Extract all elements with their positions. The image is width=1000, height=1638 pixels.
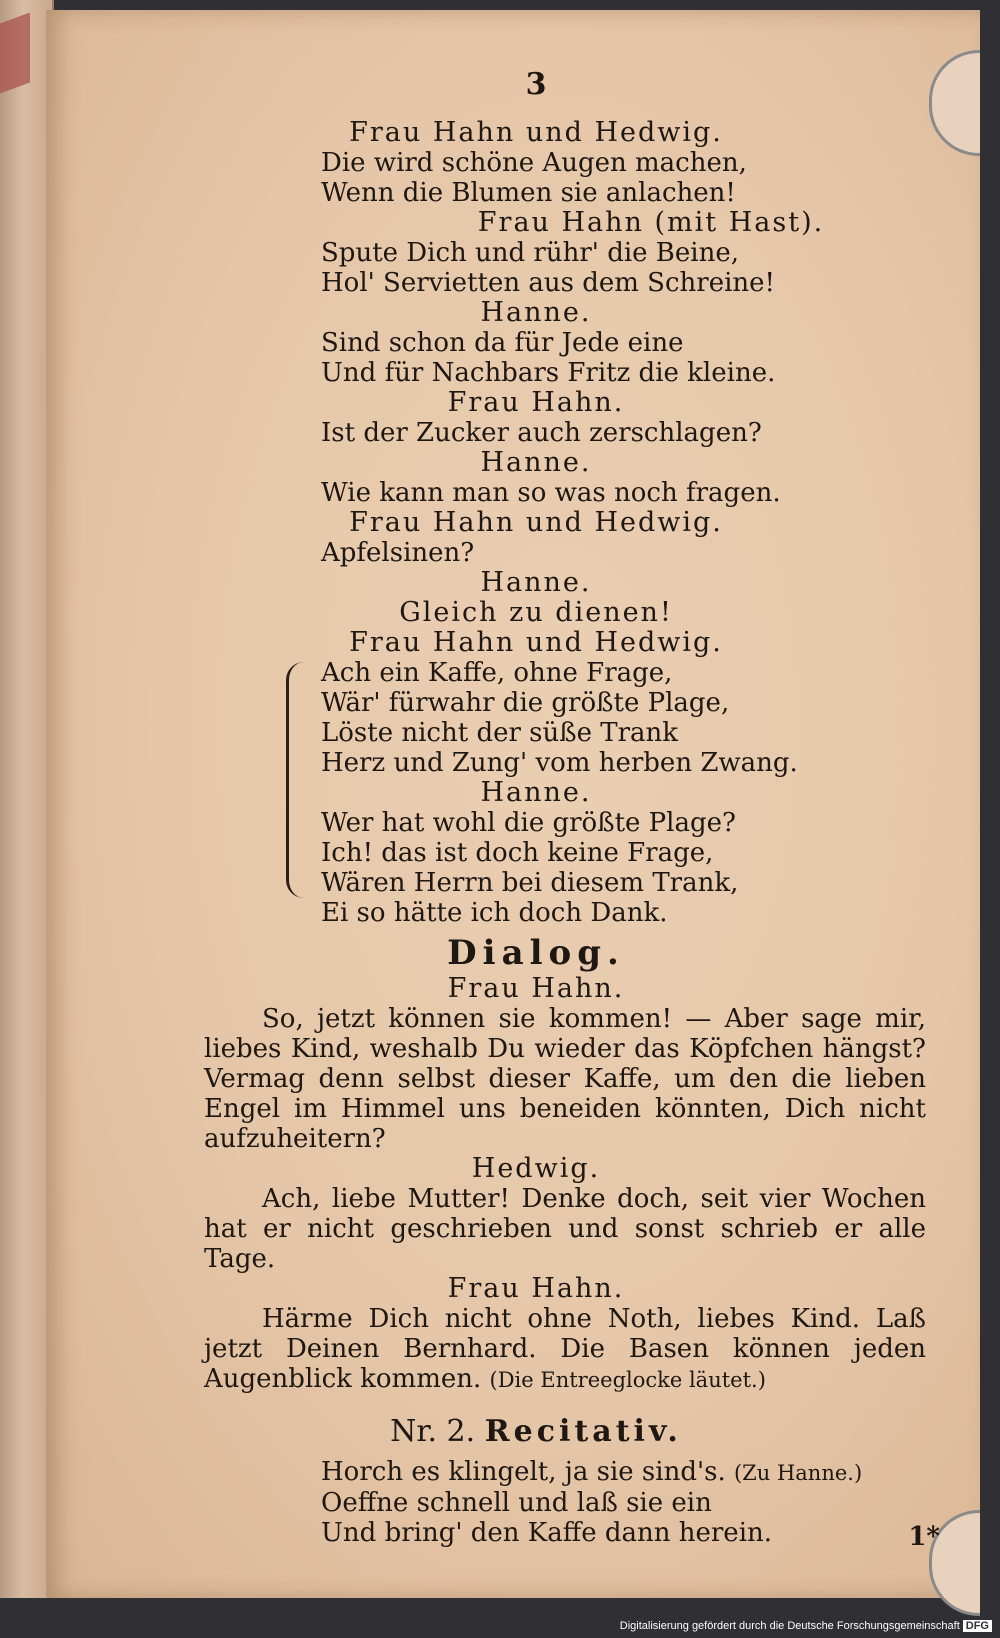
verse-line: Herz und Zung' vom herben Zwang. [321,748,798,778]
stage-direction: (Die Entreeglocke läutet.) [489,1368,766,1392]
verse-line: Ich! das ist doch keine Frage, [321,838,714,868]
verse-line: Apfelsinen? [321,538,475,568]
verse-line: Löste nicht der süße Trank [321,718,679,748]
speaker-line: Hanne. [480,777,592,808]
dialog-paragraph-text: Härme Dich nicht ohne Noth, liebes Kind. Laß jetzt Deinen Bernhard. Die Basen können jeden Augenblick kommen. [204,1304,926,1394]
credit-text: Digitalisierung gefördert durch die Deutsche Forschungsgemeinschaft [619,1620,960,1632]
speaker-line: Frau Hahn. [447,387,625,418]
verse-line: Ei so hätte ich doch Dank. [321,898,668,928]
speaker-line: Hanne. [480,297,592,328]
book-page [46,10,980,1598]
dialog-speaker: Frau Hahn. [447,1273,625,1304]
recitativ-line: Oeffne schnell und laß sie ein [321,1488,712,1518]
piece-title: Recitativ. [484,1414,682,1449]
stage-direction: (Zu Hanne.) [733,1461,863,1485]
verse-line: Ist der Zucker auch zerschlagen? [321,418,762,448]
speaker-line: Frau Hahn und Hedwig. [349,507,723,538]
recitativ-line [321,1457,926,1488]
dialog-speaker: Hedwig. [471,1153,601,1184]
verse-line: Und für Nachbars Fritz die kleine. [321,358,776,388]
recitativ-heading [146,1414,926,1449]
dialog-paragraph [146,1304,926,1395]
digitization-credit [620,1620,992,1632]
dialog-paragraph: Ach, liebe Mutter! Denke doch, seit vier Wochen hat er nicht geschrieben und sonst schrieb er alle Tage. [204,1184,926,1274]
dialog-heading: Dialog. [447,933,625,973]
thumb-tab-top [929,50,980,156]
signature-mark: 1* [908,1522,940,1552]
page-number: 3 [525,67,547,102]
verse-line: Ach ein Kaffe, ohne Frage, [321,658,673,688]
recitativ-text: Horch es klingelt, ja sie sind's. [321,1457,726,1487]
verse-line: Spute Dich und rühr' die Beine, [321,238,740,268]
speaker-line: Hanne. [480,567,592,598]
verse-line: Sind schon da für Jede eine [321,328,684,358]
recitativ-line: Und bring' den Kaffe dann herein. [321,1518,773,1548]
dialog-speaker: Frau Hahn. [447,973,625,1004]
verse-line: Die wird schöne Augen machen, [321,148,747,178]
verse-section [146,118,926,928]
dfg-logo: DFG [963,1620,992,1632]
verse-line: Wär' fürwahr die größte Plage, [321,688,730,718]
verse-line: Wie kann man so was noch fragen. [321,478,781,508]
speaker-line: Frau Hahn (mit Hast). [477,207,825,238]
text-column [146,67,926,1548]
speaker-line: Frau Hahn und Hedwig. [349,627,723,658]
piece-number: Nr. 2. [390,1414,476,1449]
speaker-line: Hanne. [480,447,592,478]
speaker-line: Frau Hahn und Hedwig. [349,117,723,148]
verse-line-centered: Gleich zu dienen! [399,597,673,628]
verse-line: Wenn die Blumen sie anlachen! [321,178,736,208]
dialog-section [146,974,926,1395]
verse-line: Wer hat wohl die größte Plage? [321,808,736,838]
verse-line: Hol' Servietten aus dem Schreine! [321,268,775,298]
recitativ-lines [146,1457,926,1548]
dialog-paragraph: So, jetzt können sie kommen! — Aber sage mir, liebes Kind, weshalb Du wieder das Köpfchen hängst? Vermag denn selbst dieser Kaffe, um den die lieben Engel im Himmel uns beneiden könnten, Dich nicht aufzuheitern? [204,1004,926,1154]
verse-line: Wären Herrn bei diesem Trank, [321,868,739,898]
bracketed-duet [146,658,926,928]
